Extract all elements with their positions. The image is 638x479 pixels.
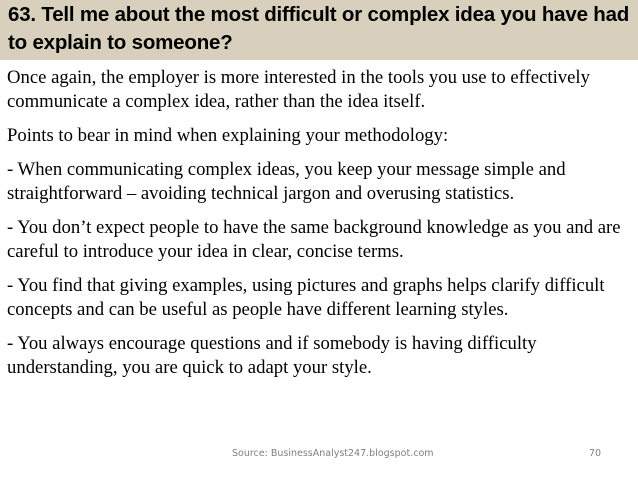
slide-body [7,66,633,390]
footer-source: Source: BusinessAnalyst247.blogspot.com [232,448,434,459]
bullet-examples: - You find that giving examples, using pictures and graphs helps clarify difficult concepts and can be useful as people have different learning styles. [7,275,605,320]
page-number: 70 [589,448,602,459]
bullet-encourage-questions: - You always encourage questions and if somebody is having difficulty understanding, you are quick to adapt your style. [7,333,537,378]
title-band [0,0,638,60]
methodology-heading: Points to bear in mind when explaining your methodology: [7,125,449,146]
slide-title: 63. Tell me about the most difficult or complex idea you have had to explain to someone? [8,3,630,54]
bullet-background-knowledge: - You don’t expect people to have the same background knowledge as you and are careful to introduce your idea in clear, concise terms. [7,217,621,262]
intro-paragraph: Once again, the employer is more interested in the tools you use to effectively communicate a complex idea, rather than the idea itself. [7,67,590,112]
bullet-simple-message: - When communicating complex ideas, you keep your message simple and straightforward – avoiding technical jargon and overusing statistics. [7,159,566,204]
